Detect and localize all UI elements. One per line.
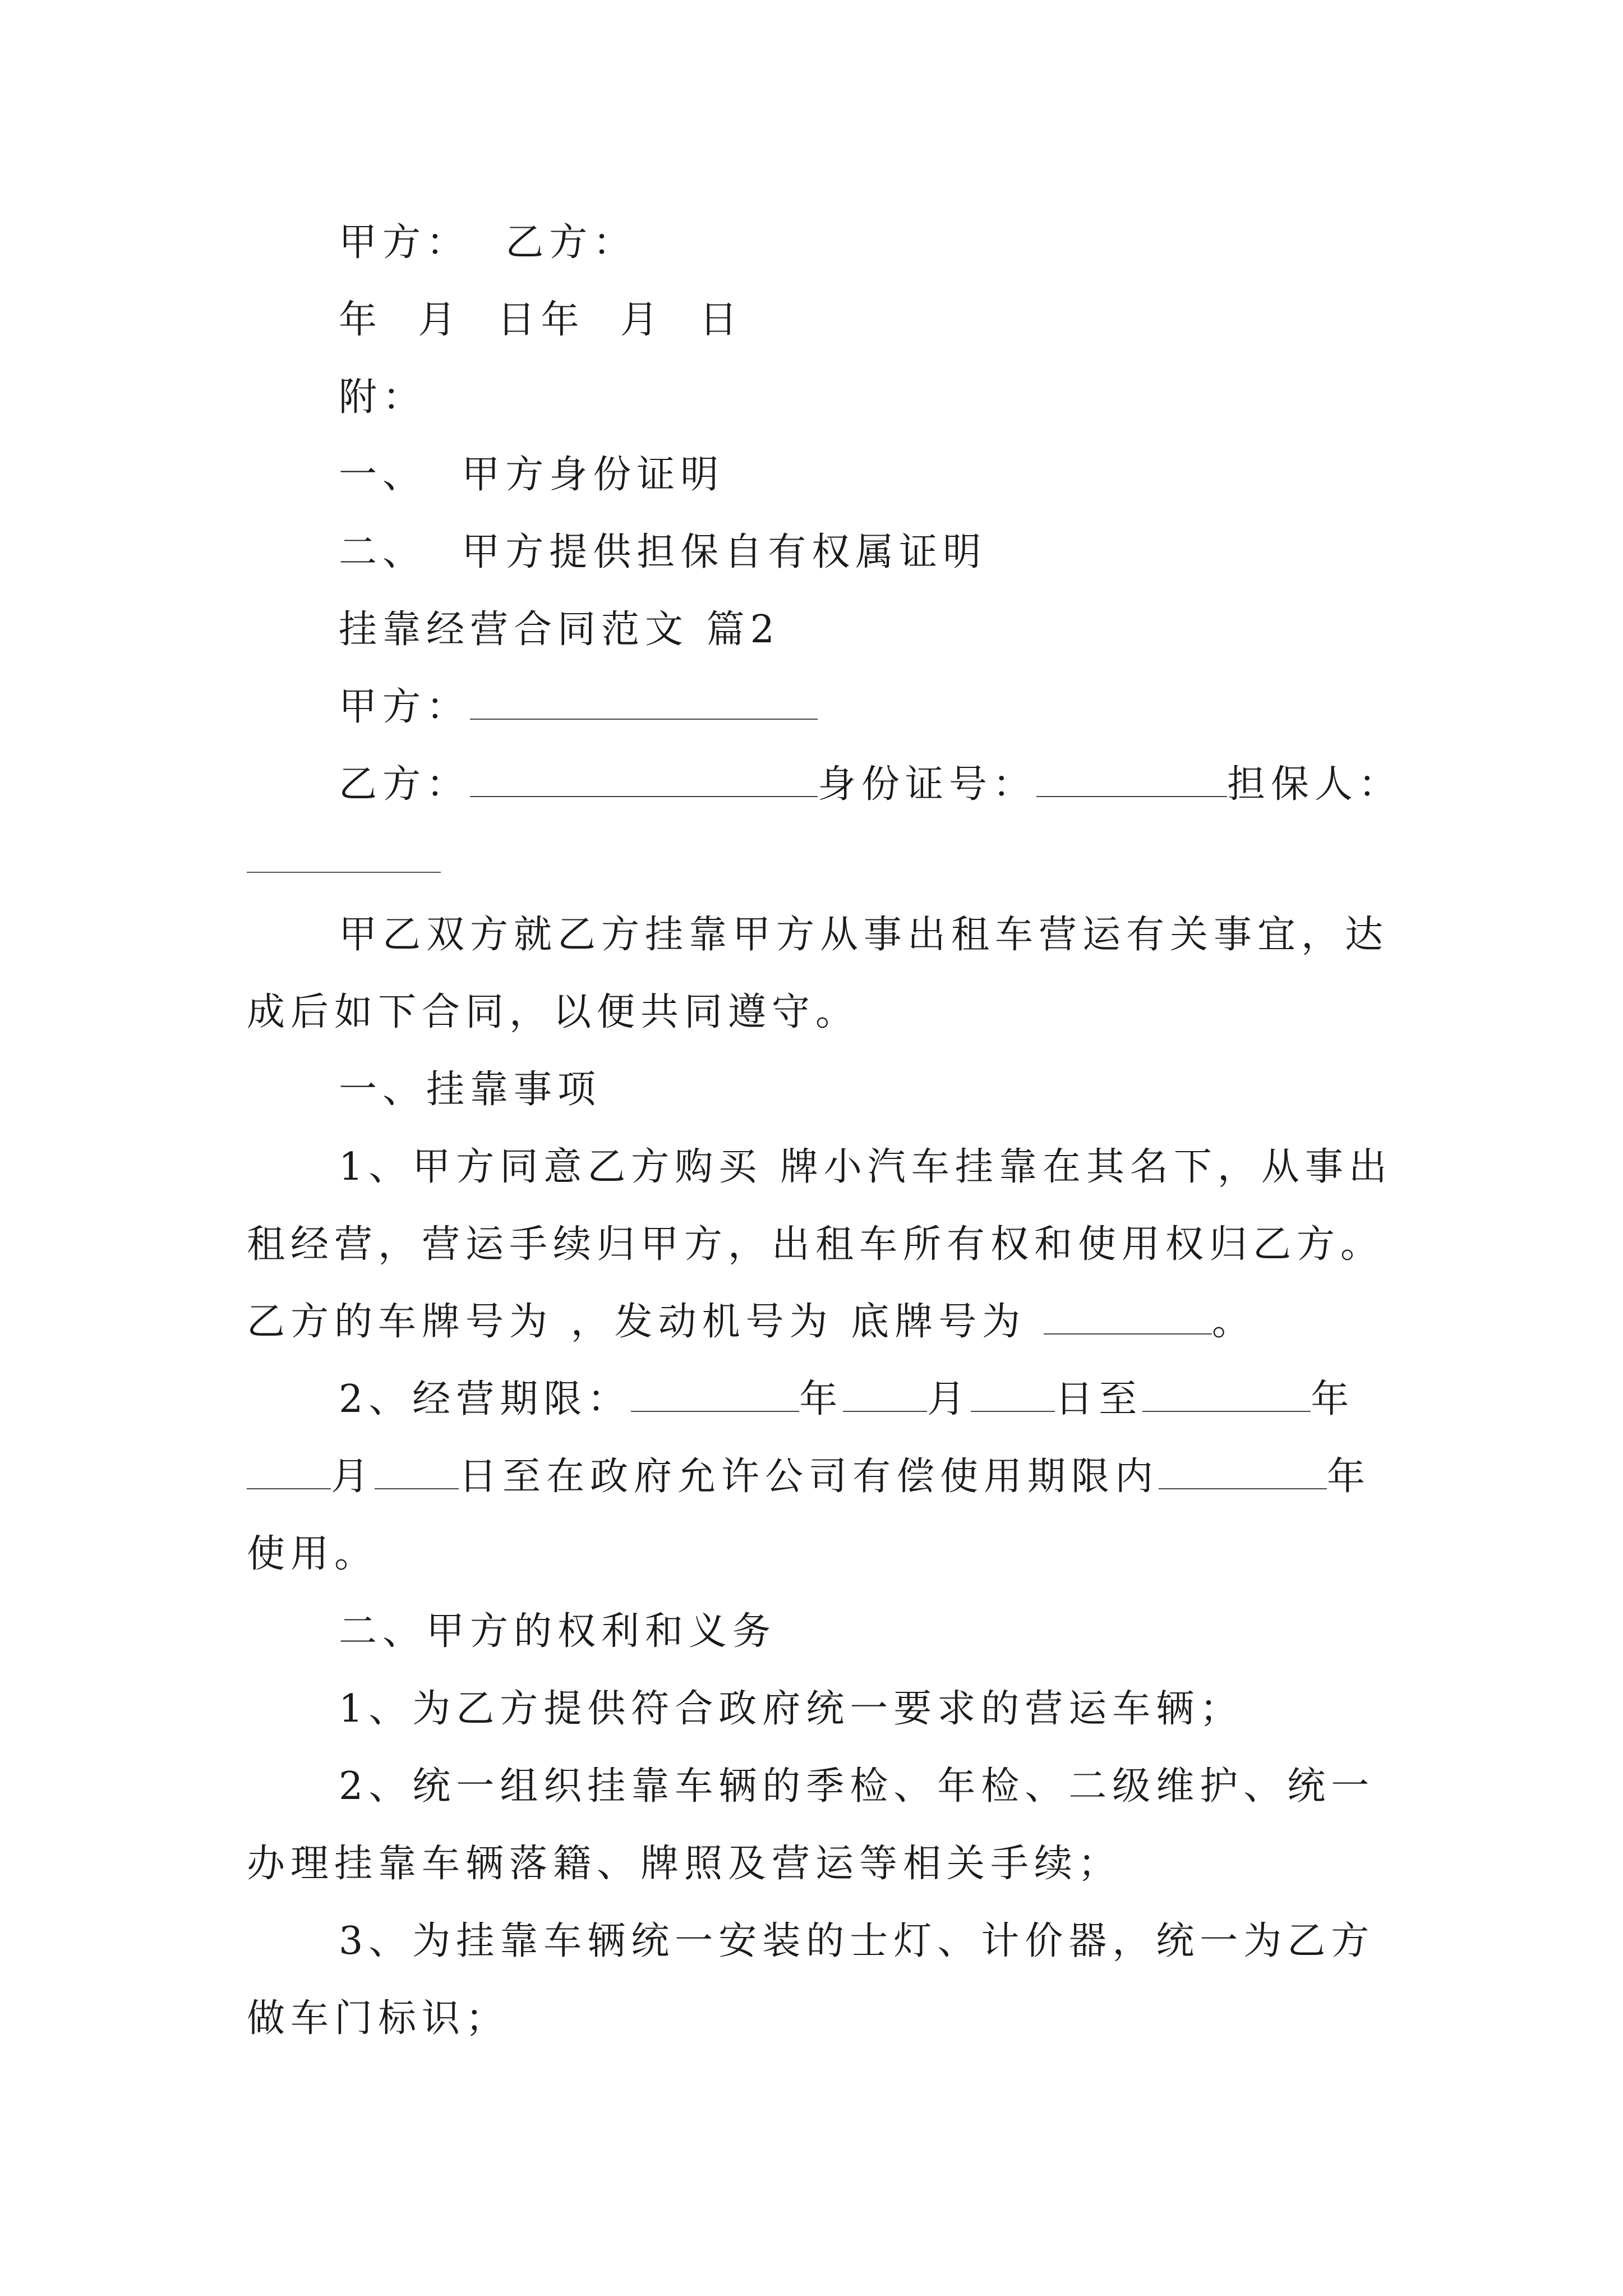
date-text: 年 月 日年 月 日 <box>339 298 743 342</box>
start-month-blank <box>843 1376 927 1412</box>
clause-1-1-text: 1、甲方同意乙方购买 牌小汽车挂靠在其名下，从事出 <box>339 1145 1393 1189</box>
month-label-2: 月 <box>331 1455 375 1499</box>
heading-affiliation-matters-text: 一、挂靠事项 <box>339 1068 602 1112</box>
chassis-number-blank <box>1044 1299 1212 1335</box>
clause-1-3-text: 乙方的车牌号为 ，发动机号为 底牌号为 <box>247 1300 1044 1344</box>
term-line-3-text: 使用。 <box>247 1532 379 1576</box>
end-year-blank <box>1142 1376 1311 1412</box>
year-label: 年 <box>799 1377 843 1421</box>
end-day-blank <box>375 1453 459 1489</box>
clause-2-3a-text: 3、为挂靠车辆统一安装的士灯、计价器，统一为乙方 <box>339 1919 1375 1963</box>
heading-party-a-rights-text: 二、甲方的权利和义务 <box>339 1609 777 1654</box>
clause-2-1-text: 1、为乙方提供符合政府统一要求的营运车辆； <box>339 1687 1244 1731</box>
years-blank <box>1159 1453 1327 1489</box>
paragraph-intro-1 <box>339 907 1389 963</box>
end-month-blank <box>247 1453 331 1489</box>
party-a-line <box>339 679 818 735</box>
clause-2-3b-text: 做车门标识； <box>247 1996 510 2041</box>
year-label-2: 年 <box>1311 1377 1355 1421</box>
clause-2-2b-text: 办理挂靠车辆落籍、牌照及营运等相关手续； <box>247 1842 1122 1886</box>
clause-1-1 <box>339 1139 1393 1195</box>
party-a-label: 甲方： <box>339 685 471 729</box>
term-line-3 <box>247 1526 378 1582</box>
clause-1-3 <box>247 1294 1256 1350</box>
term-line-2 <box>247 1449 1371 1505</box>
paragraph-intro-1-text: 甲乙双方就乙方挂靠甲方从事出租车营运有关事宜，达 <box>339 913 1389 957</box>
paragraph-intro-2-text: 成后如下合同，以便共同遵守。 <box>247 990 860 1034</box>
attachment-item-2 <box>339 524 986 581</box>
day-to-label: 日至 <box>1055 1377 1143 1421</box>
paragraph-intro-2 <box>247 984 859 1041</box>
clause-2-3b <box>247 1991 509 2047</box>
clause-2-2a <box>339 1759 1375 1815</box>
party-b-label: 乙方： <box>339 762 471 807</box>
clause-1-3-end: 。 <box>1211 1300 1256 1344</box>
heading-party-a-rights <box>339 1604 776 1660</box>
clause-2-3a <box>339 1913 1375 1970</box>
year-label-3: 年 <box>1327 1455 1371 1499</box>
date-line <box>339 292 743 348</box>
clause-1-2 <box>247 1217 1384 1273</box>
start-year-blank <box>631 1376 799 1412</box>
month-label: 月 <box>927 1377 971 1421</box>
attachment-item-2-text: 二、 甲方提供担保自有权属证明 <box>339 530 987 574</box>
section-title-text: 挂靠经营合同范文 篇2 <box>339 608 780 652</box>
id-number-blank <box>1036 761 1227 797</box>
party-b-line <box>339 757 1402 813</box>
term-line-1 <box>339 1372 1354 1428</box>
clause-2-2a-text: 2、统一组织挂靠车辆的季检、年检、二级维护、统一 <box>339 1764 1375 1809</box>
start-day-blank <box>971 1376 1055 1412</box>
attachment-label: 附： <box>339 375 427 420</box>
section-title <box>339 602 780 658</box>
attachment-item-1 <box>339 447 724 503</box>
clause-2-1 <box>339 1681 1243 1737</box>
id-number-label: 身份证号： <box>818 762 1037 807</box>
clause-1-2-text: 租经营，营运手续归甲方，出租车所有权和使用权归乙方。 <box>247 1222 1385 1267</box>
attachment-item-1-text: 一、 甲方身份证明 <box>339 453 725 497</box>
term-label: 2、经营期限： <box>339 1377 631 1421</box>
attachment-heading <box>339 370 426 426</box>
signature-text: 甲方： 乙方： <box>339 220 637 265</box>
guarantor-blank <box>247 872 441 873</box>
term-text: 日至在政府允许公司有偿使用期限内 <box>459 1455 1159 1499</box>
party-a-blank <box>470 684 818 720</box>
clause-2-2b <box>247 1836 1122 1892</box>
heading-affiliation-matters <box>339 1062 601 1118</box>
signature-line <box>339 215 637 271</box>
guarantor-label: 担保人： <box>1227 762 1403 807</box>
party-b-blank <box>470 761 818 797</box>
